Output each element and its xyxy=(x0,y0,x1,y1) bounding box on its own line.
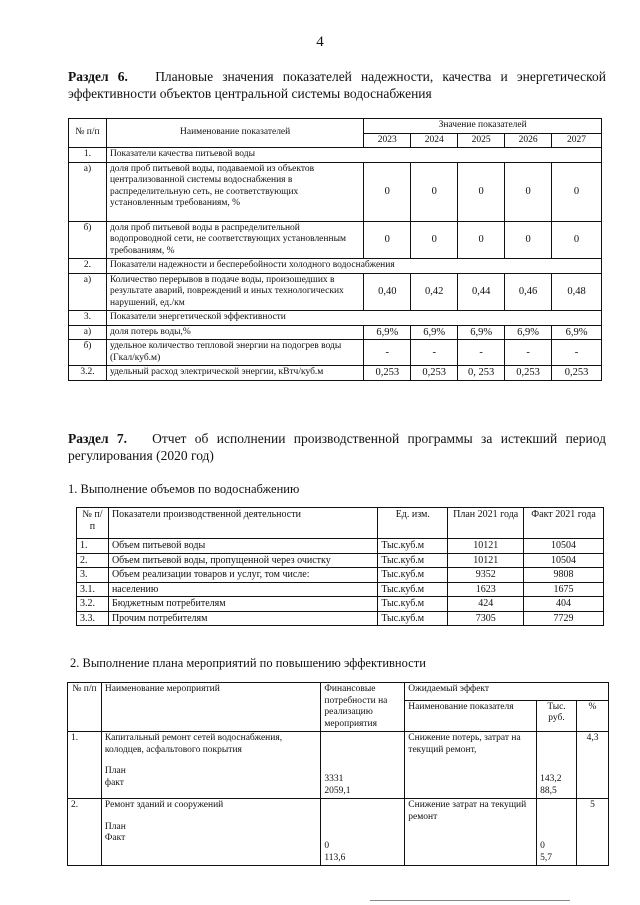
indicator-value: 6,9% xyxy=(411,325,458,340)
fact-label: факт xyxy=(104,777,124,788)
unit: Тыс.куб.м xyxy=(378,553,448,568)
measure-name xyxy=(101,799,320,866)
spacer xyxy=(105,812,317,822)
row-number: 1. xyxy=(68,732,102,799)
section6-label: Раздел 6. xyxy=(68,69,128,84)
row-number: а) xyxy=(69,273,107,311)
table-row xyxy=(69,148,602,163)
fact-value: 404 xyxy=(524,597,604,612)
col-values-header: Значение показателей xyxy=(364,119,602,134)
bottom-rule xyxy=(370,900,570,901)
group-title: Показатели качества питьевой воды xyxy=(106,148,601,163)
row-number: 2. xyxy=(68,799,102,866)
table-row xyxy=(69,221,602,259)
section6-title: Плановые значения показателей надежности, качества и энергетической эффективности объектов центральной системы водоснабжения xyxy=(68,69,607,101)
t2-col-plan: План 2021 года xyxy=(448,508,524,539)
plan-label: План xyxy=(104,766,126,776)
row-number: 3. xyxy=(69,311,107,326)
rub-fact: 88,5 xyxy=(540,785,557,796)
effect-rub xyxy=(537,732,577,799)
year-header: 2025 xyxy=(458,133,505,148)
indicator-value: 0 xyxy=(411,162,458,221)
row-number: 1. xyxy=(77,539,109,554)
effect-percent: 4,3 xyxy=(577,732,609,799)
table-row xyxy=(77,611,604,626)
fact-value: 1675 xyxy=(524,582,604,597)
section6-heading xyxy=(68,68,606,102)
group-title: Показатели надежности и бесперебойности холодного водоснабжения xyxy=(106,259,601,274)
finance-fact: 113,6 xyxy=(324,852,346,863)
indicator-value: 0,40 xyxy=(364,273,411,311)
indicator-name: удельный расход электрической энергии, кВтч/куб.м xyxy=(106,366,363,381)
plan-value: 10121 xyxy=(448,553,524,568)
group-title: Показатели энергетической эффективности xyxy=(106,311,601,326)
t2-col-num: № п/п xyxy=(77,508,109,539)
indicator-value: 6,9% xyxy=(458,325,505,340)
section7-label: Раздел 7. xyxy=(68,431,128,446)
finance-fact: 2059,1 xyxy=(324,785,351,796)
indicator-name: доля потерь воды,% xyxy=(106,325,363,340)
indicator-value: 0,253 xyxy=(552,366,602,381)
spacer xyxy=(105,756,317,766)
indicator-name: доля проб питьевой воды, подаваемой из объектов централизованной системы водоснабжения в распределительную сеть, не соответствующих установленным требованиям, % xyxy=(106,162,363,221)
indicator-value: - xyxy=(458,340,505,366)
finance-plan: 3331 xyxy=(324,774,344,784)
effect-percent: 5 xyxy=(577,799,609,866)
subsection2-title: 2. Выполнение плана мероприятий по повышению эффективности xyxy=(70,656,426,670)
indicator-value: 6,9% xyxy=(364,325,411,340)
indicator-value: 0,48 xyxy=(552,273,602,311)
row-number: 3. xyxy=(77,568,109,583)
indicator-value: - xyxy=(552,340,602,366)
rub-fact: 5,7 xyxy=(540,852,552,863)
indicator-value: 0,253 xyxy=(505,366,552,381)
t3-col-effect-name: Наименование показателя xyxy=(405,700,537,731)
table-row xyxy=(68,732,609,799)
row-number: 3.3. xyxy=(77,611,109,626)
indicator-value: 0,42 xyxy=(411,273,458,311)
effect-name: Снижение потерь, затрат на текущий ремонт, xyxy=(405,732,537,799)
measure-title: Ремонт зданий и сооружений xyxy=(104,800,224,810)
effect-rub xyxy=(537,799,577,866)
section7-heading xyxy=(68,430,606,464)
table-row xyxy=(69,273,602,311)
finance xyxy=(321,799,405,866)
year-header: 2024 xyxy=(411,133,458,148)
indicator-value: 0,44 xyxy=(458,273,505,311)
table-row xyxy=(77,568,604,583)
year-header: 2027 xyxy=(552,133,602,148)
indicator-value: 0 xyxy=(458,162,505,221)
table-row xyxy=(68,799,609,866)
fact-value: 7729 xyxy=(524,611,604,626)
t3-col-name: Наименование мероприятий xyxy=(101,683,320,732)
t3-col-pct: % xyxy=(577,700,609,731)
row-number: а) xyxy=(69,162,107,221)
table-row xyxy=(69,259,602,274)
plan-value: 1623 xyxy=(448,582,524,597)
section6-table xyxy=(68,118,602,381)
table-row xyxy=(69,340,602,366)
indicator-value: 0,46 xyxy=(505,273,552,311)
unit: Тыс.куб.м xyxy=(378,611,448,626)
finance-plan: 0 xyxy=(324,841,330,851)
rub-plan: 0 xyxy=(540,841,545,851)
unit: Тыс.куб.м xyxy=(378,582,448,597)
indicator-name: доля проб питьевой воды в распределительной водопроводной сети, не соответствующих установленным требованиям, % xyxy=(106,221,363,259)
indicator-value: - xyxy=(364,340,411,366)
plan-value: 7305 xyxy=(448,611,524,626)
fact-value: 10504 xyxy=(524,553,604,568)
indicator-value: 0 xyxy=(364,221,411,259)
year-header: 2023 xyxy=(364,133,411,148)
row-number: б) xyxy=(69,221,107,259)
row-number: 3.2. xyxy=(69,366,107,381)
row-number: б) xyxy=(69,340,107,366)
t2-col-unit: Ед. изм. xyxy=(378,508,448,539)
row-number: 2. xyxy=(69,259,107,274)
t3-col-rub: Тыс. руб. xyxy=(537,700,577,731)
indicator-value: 6,9% xyxy=(552,325,602,340)
unit: Тыс.куб.м xyxy=(378,539,448,554)
indicator-value: - xyxy=(505,340,552,366)
activity-name: Объем реализации товаров и услуг, том числе: xyxy=(108,568,377,583)
plan-value: 9352 xyxy=(448,568,524,583)
table-row xyxy=(77,597,604,612)
indicator-value: 0 xyxy=(458,221,505,259)
indicator-name: Количество перерывов в подаче воды, произошедших в результате аварий, повреждений и иных технологических нарушений, ед./км xyxy=(106,273,363,311)
indicator-value: 0 xyxy=(552,221,602,259)
activity-name: Бюджетным потребителям xyxy=(108,597,377,612)
activity-name: населению xyxy=(108,582,377,597)
measures-table xyxy=(67,682,609,866)
table-row xyxy=(69,311,602,326)
section7-title: Отчет об исполнении производственной программы за истекший период регулирования (2020 год) xyxy=(68,431,607,463)
t3-col-effect: Ожидаемый эффект xyxy=(405,683,609,701)
indicator-value: 0 xyxy=(505,221,552,259)
table-row xyxy=(69,325,602,340)
activity-name: Объем питьевой воды, пропущенной через очистку xyxy=(108,553,377,568)
indicator-value: 0, 253 xyxy=(458,366,505,381)
unit: Тыс.куб.м xyxy=(378,568,448,583)
table-row xyxy=(69,162,602,221)
page-number: 4 xyxy=(316,34,324,50)
table-row xyxy=(77,553,604,568)
activity-name: Прочим потребителям xyxy=(108,611,377,626)
finance xyxy=(321,732,405,799)
volumes-table xyxy=(76,507,604,626)
effect-name: Снижение затрат на текущий ремонт xyxy=(405,799,537,866)
subsection1-title: 1. Выполнение объемов по водоснабжению xyxy=(68,482,300,496)
measure-name xyxy=(101,732,320,799)
activity-name: Объем питьевой воды xyxy=(108,539,377,554)
indicator-value: 0 xyxy=(364,162,411,221)
indicator-value: 0,253 xyxy=(364,366,411,381)
fact-value: 9808 xyxy=(524,568,604,583)
indicator-value: 0 xyxy=(505,162,552,221)
t2-col-name: Показатели производственной деятельности xyxy=(108,508,377,539)
t3-col-fin: Финансовые потребности на реализацию мероприятия xyxy=(321,683,405,732)
t3-col-num: № п/п xyxy=(68,683,102,732)
col-num-header: № п/п xyxy=(69,119,107,148)
indicator-value: 0,253 xyxy=(411,366,458,381)
table-row xyxy=(69,366,602,381)
table-row xyxy=(77,582,604,597)
indicator-value: 6,9% xyxy=(505,325,552,340)
year-header: 2026 xyxy=(505,133,552,148)
table-row xyxy=(77,539,604,554)
indicator-value: - xyxy=(411,340,458,366)
plan-value: 424 xyxy=(448,597,524,612)
rub-plan: 143,2 xyxy=(540,774,562,784)
indicator-name: удельное количество тепловой энергии на подогрев воды (Гкал/куб.м) xyxy=(106,340,363,366)
indicator-value: 0 xyxy=(552,162,602,221)
unit: Тыс.куб.м xyxy=(378,597,448,612)
col-name-header: Наименование показателей xyxy=(106,119,363,148)
fact-value: 10504 xyxy=(524,539,604,554)
row-number: а) xyxy=(69,325,107,340)
measure-title: Капитальный ремонт сетей водоснабжения, колодцев, асфальтового покрытия xyxy=(104,733,283,755)
row-number: 1. xyxy=(69,148,107,163)
row-number: 3.2. xyxy=(77,597,109,612)
indicator-value: 0 xyxy=(411,221,458,259)
row-number: 3.1. xyxy=(77,582,109,597)
fact-label: Факт xyxy=(104,833,126,843)
plan-label: План xyxy=(104,821,126,832)
row-number: 2. xyxy=(77,553,109,568)
plan-value: 10121 xyxy=(448,539,524,554)
t2-col-fact: Факт 2021 года xyxy=(524,508,604,539)
